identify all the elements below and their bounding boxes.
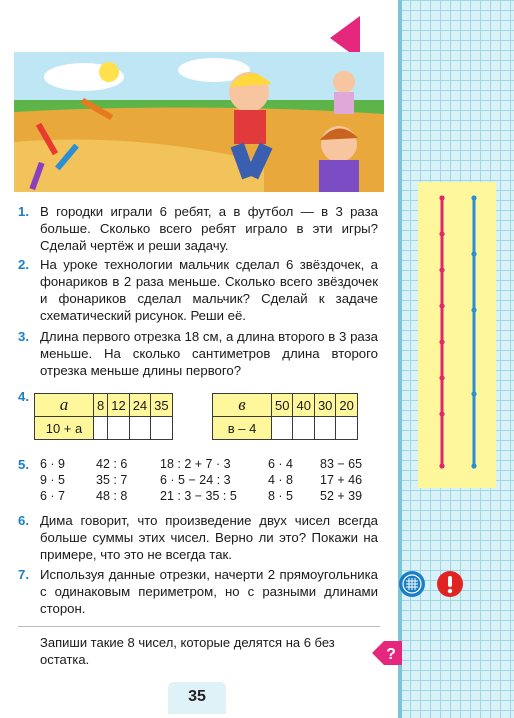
expression: 42 : 6 [96, 457, 128, 471]
table-empty-cell[interactable] [314, 417, 335, 440]
expression: 83 − 65 [320, 457, 363, 471]
task-7 [18, 566, 378, 617]
task-text: Длина первого отрезка 18 см, а длина второго в 3 раза меньше. На сколько сантиметров длина второго отрезка меньше длины первого? [40, 329, 378, 378]
table-b-var: в [213, 394, 272, 417]
expression: 6 · 5 − 24 : 3 [160, 473, 231, 487]
table-cell: 40 [293, 394, 314, 417]
table-b-expr: в – 4 [213, 417, 272, 440]
table-empty-cell[interactable] [272, 417, 293, 440]
divider [18, 626, 380, 627]
expression: 35 : 7 [96, 473, 128, 487]
task-text: В городки играли 6 ребят, а в футбол — в 3 раза больше. Сколько всего ребят играло в эти игры? Сделай чертёж и реши задачу. [40, 204, 378, 253]
expr-column-5 [320, 456, 362, 504]
task-text: Используя данные отрезки, начерти 2 прямоугольника с одинаковым периметром, но с разными длинами сторон. [40, 567, 378, 616]
task-number: 3. [18, 329, 29, 344]
table-cell: 24 [129, 394, 150, 417]
task-number: 5. [18, 457, 29, 472]
table-cell: 20 [336, 394, 357, 417]
task-3 [18, 328, 378, 379]
expression: 6 · 7 [40, 489, 66, 503]
grid-icon[interactable] [398, 570, 426, 598]
svg-text:?: ? [386, 646, 396, 663]
expression: 9 · 5 [40, 473, 66, 487]
table-b [212, 393, 358, 440]
margin-divider [398, 0, 402, 718]
sun-icon [99, 62, 119, 82]
expr-column-2 [96, 456, 127, 504]
exclamation-icon[interactable] [436, 570, 464, 598]
table-a-expr: 10 + a [35, 417, 94, 440]
expression: 48 : 8 [96, 489, 128, 503]
expression: 6 · 4 [268, 457, 294, 471]
expr-column-1 [40, 456, 65, 504]
table-cell: 35 [151, 394, 172, 417]
table-empty-cell[interactable] [151, 417, 172, 440]
expr-column-4 [268, 456, 293, 504]
task-1 [18, 203, 378, 254]
segments-drawing [418, 182, 496, 488]
expression: 52 + 39 [320, 489, 363, 503]
bonus-task: Запиши такие 8 чисел, которые делятся на 6 без остатка. [40, 635, 335, 667]
task-number: 2. [18, 257, 29, 272]
table-empty-cell[interactable] [293, 417, 314, 440]
task-number: 1. [18, 204, 29, 219]
expr-column-3 [160, 456, 237, 504]
page-number: 35 [188, 688, 206, 705]
table-a-var: a [35, 394, 94, 417]
task-text: Дима говорит, что произведение двух чисел всегда больше суммы этих чисел. Верно ли это? Покажи на примере, что это не всегда так. [40, 513, 378, 562]
table-a [34, 393, 173, 440]
table-cell: 12 [108, 394, 129, 417]
table-empty-cell[interactable] [129, 417, 150, 440]
task-number: 4. [18, 389, 29, 404]
table-empty-cell[interactable] [336, 417, 357, 440]
table-empty-cell[interactable] [108, 417, 129, 440]
question-icon[interactable] [370, 636, 404, 670]
table-cell: 50 [272, 394, 293, 417]
table-cell: 30 [314, 394, 335, 417]
expression: 21 : 3 − 35 : 5 [160, 489, 237, 503]
expression: 6 · 9 [40, 457, 66, 471]
expression: 17 + 46 [320, 473, 363, 487]
illustration-kids-playing [14, 52, 384, 192]
expression: 4 · 8 [268, 473, 294, 487]
expression: 8 · 5 [268, 489, 294, 503]
task-number: 7. [18, 567, 29, 582]
task-6 [18, 512, 378, 563]
task-text: На уроке технологии мальчик сделал 6 звёздочек, а фонариков в 2 раза меньше. Сколько всего звёздочек и фонариков сделал мальчик? Сделай к задаче схематический рисунок. Реши её. [40, 257, 378, 323]
task-2 [18, 256, 378, 324]
table-cell: 8 [94, 394, 108, 417]
expression: 18 : 2 + 7 · 3 [160, 457, 231, 471]
table-empty-cell[interactable] [94, 417, 108, 440]
task-number: 6. [18, 513, 29, 528]
